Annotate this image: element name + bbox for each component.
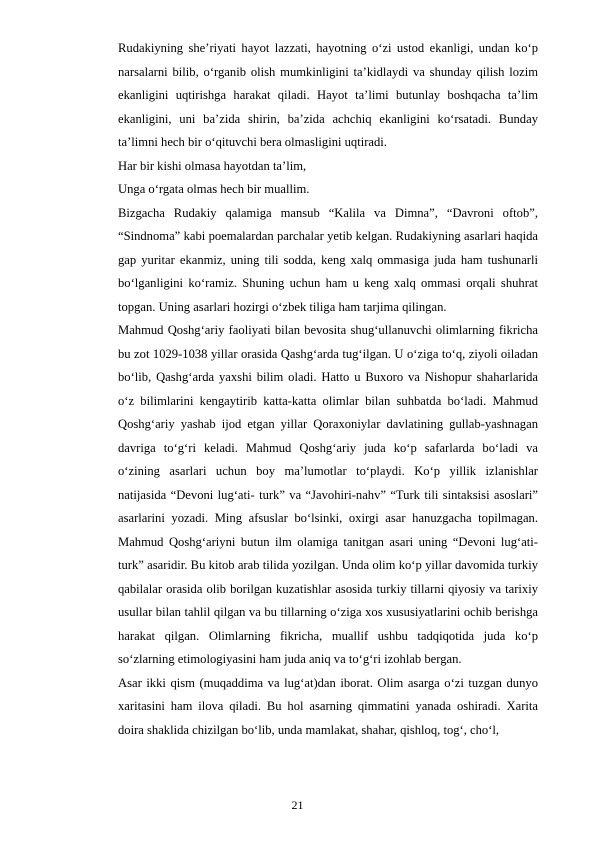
paragraph-rudakiy-works: Bizgacha Rudakiy qalamiga mansub “Kalila va Dimna”, “Davroni oftob”, “Sindnoma” kabi poemalardan parchalar yetib kelgan. Rudakiyning asarlari haqida gap yuritar ekanmiz, uning tili sodda, keng xalq ommasiga juda ham tushunarli bo‘lganligini ko‘ramiz. Shuning uchun ham u keng xalq ommasi orqali shuhrat topgan. Uning asarlari hozirgi o‘zbek tiliga ham tarjima qilingan. xyxy=(118,205,538,314)
paragraph-rudakiy-poetry: Rudakiyning she’riyati hayot lazzati, hayotning o‘zi ustod ekanligi, undan ko‘p narsalarni bilib, o‘rganib olish mumkinligini ta’kidlaydi va shunday qilish lozim ekanligini uqtirishga harakat qiladi. Hayot ta’limi butunlay boshqacha ta’lim ekanligini, uni ba’zida shirin, ba’zida achchiq ekanligini ko‘rsatadi. Bunday ta’limni hech bir o‘qituvchi bera olmasligini uqtiradi. xyxy=(118,41,538,149)
verse-line-1: Har bir kishi olmasa hayotdan ta’lim, xyxy=(118,158,307,173)
paragraph-mahmud-qoshgariy: Mahmud Qoshg‘ariy faoliyati bilan bevosita shug‘ullanuvchi olimlarning fikricha bu zot 1029-1038 yillar orasida Qashg‘arda tug‘ilgan. U o‘ziga to‘q, ziyoli oiladan bo‘lib, Qashg‘arda yaxshi bilim oladi. Hatto u Buxoro va Nishopur shaharlarida o‘z bilimlarini kengaytirib katta-katta olimlar bilan suhbatda bo‘ladi. Mahmud Qoshg‘ariy yashab ijod etgan yillar Qoraxoniylar davlatining gullab-yashnagan davriga to‘g‘ri keladi. Mahmud Qoshg‘ariy juda ko‘p safarlarda bo‘ladi va o‘zining asarlari uchun boy ma’lumotlar to‘playdi. Ko‘p yillik izlanishlar natijasida “Devoni lug‘ati- turk” va “Javohiri-nahv” “Turk tili sintaksisi asoslari” asarlarini yozadi. Ming afsuslar bo‘lsinki, oxirgi asar hanuzgacha topilmagan. Mahmud Qoshg‘ariyni butun ilm olamiga tanitgan asari uning “Devoni lug‘ati-turk” asaridir. Bu kitob arab tilida yozilgan. Unda olim ko‘p yillar davomida turkiy qabilalar orasida olib borilgan kuzatishlar asosida turkiy tillarni qiyosiy va tarixiy usullar bilan tahlil qilgan va bu tillarning o‘ziga xos xususiyatlarini ochib berishga harakat qilgan. Olimlarning fikricha, muallif ushbu tadqiqotida juda ko‘p so‘zlarning etimologiyasini ham juda aniq va to‘g‘ri izohlab bergan. xyxy=(118,323,538,666)
page-number: 21 xyxy=(291,798,304,812)
paragraph-asar-structure: Asar ikki qism (muqaddima va lug‘at)dan iborat. Olim asarga o‘zi tuzgan dunyo xaritasini ham ilova qiladi. Bu hol asarning qimmatini yanada oshiradi. Xarita doira shaklida chizilgan bo‘lib, unda mamlakat, shahar, qishloq, tog‘, cho‘l, xyxy=(118,675,538,737)
verse-line-2: Unga o‘rgata olmas hech bir muallim. xyxy=(118,182,310,196)
body-text xyxy=(118,37,538,742)
